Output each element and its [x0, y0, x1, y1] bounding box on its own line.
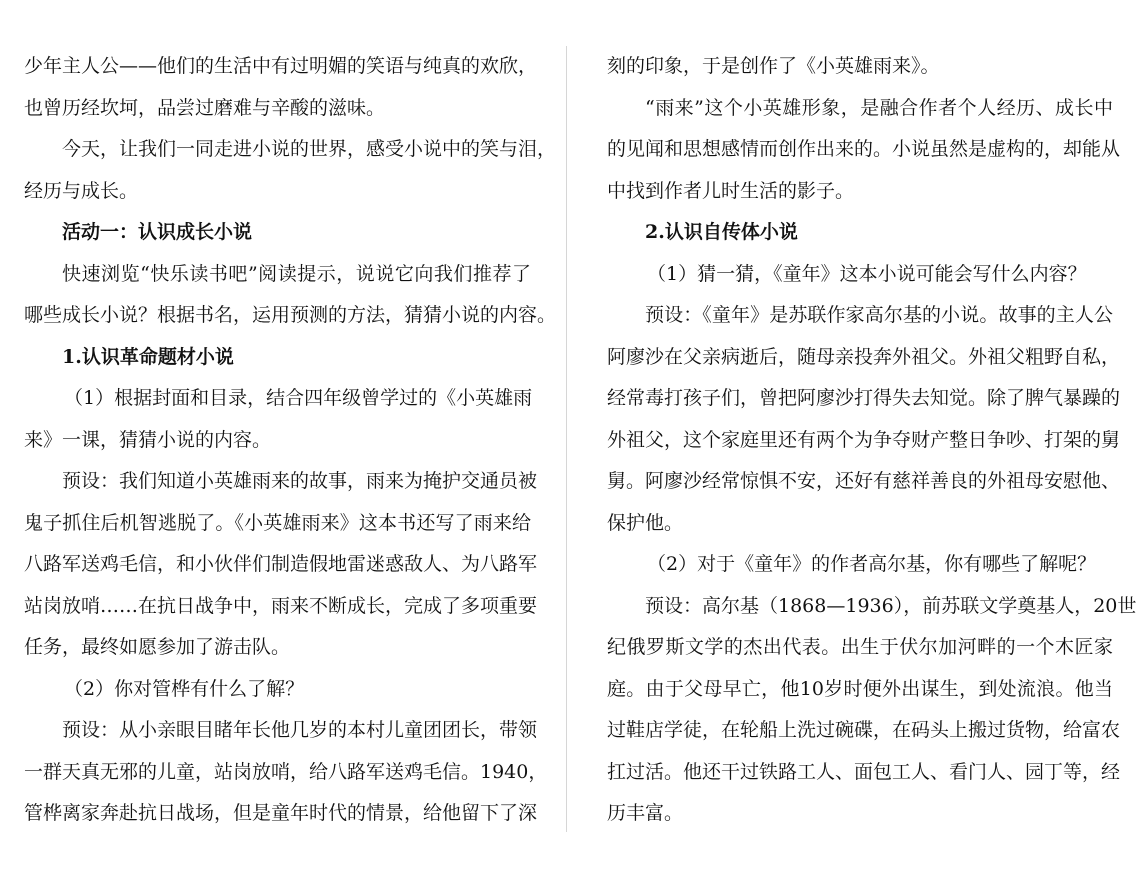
text-line: 预设：我们知道小英雄雨来的故事，雨来为掩护交通员被 [62, 470, 538, 492]
text-line: 的见闻和思想感情而创作出来的。小说虽然是虚构的，却能从 [607, 138, 1121, 160]
text-line: 中找到作者儿时生活的影子。 [607, 179, 855, 202]
question-line: （2）对于《童年》的作者高尔基，你有哪些了解呢？ [647, 553, 1097, 575]
text-line: 扛过活。他还干过铁路工人、面包工人、看门人、园丁等，经 [607, 760, 1121, 783]
text-line: 阿廖沙在父亲病逝后，随母亲投奔外祖父。外祖父粗野自私， [607, 345, 1121, 368]
question-line: （1）根据封面和目录，结合四年级曾学过的《小英雄雨 [64, 387, 533, 409]
text-line: 舅。阿廖沙经常惊惧不安，还好有慈祥善良的外祖母安慰他、 [607, 470, 1121, 492]
text-line: 预设：《童年》是苏联作家高尔基的小说。故事的主人公 [645, 304, 1113, 326]
text-line: 也曾历经坎坷，品尝过磨难与辛酸的滋味。 [24, 96, 386, 119]
column-divider [566, 46, 567, 832]
text-line: 经常毒打孩子们，曾把阿廖沙打得失去知觉。除了脾气暴躁的 [607, 387, 1121, 409]
text-line: 哪些成长小说？根据书名，运用预测的方法，猜猜小说的内容。 [24, 304, 557, 326]
text-line: 经历与成长。 [24, 179, 139, 202]
text-line: 鬼子抓住后机智逃脱了。《小英雄雨来》这本书还写了雨来给 [24, 511, 531, 534]
text-line: 一群天真无邪的儿童，站岗放哨，给八路军送鸡毛信。1940， [24, 760, 548, 783]
text-line: 庭。由于父母早亡，他10岁时便外出谋生，到处流浪。他当 [607, 677, 1113, 700]
text-line: 八路军送鸡毛信，和小伙伴们制造假地雷迷惑敌人、为八路军 [24, 553, 538, 575]
right-column [607, 46, 1137, 835]
section-heading: 2.认识自传体小说 [645, 221, 798, 243]
text-line: 站岗放哨……在抗日战争中，雨来不断成长，完成了多项重要 [24, 594, 538, 617]
text-line: “雨来”这个小英雄形象，是融合作者个人经历、成长中 [645, 96, 1113, 119]
text-line: 今天，让我们一同走进小说的世界，感受小说中的笑与泪， [62, 138, 557, 160]
text-line: 管桦离家奔赴抗日战场，但是童年时代的情景，给他留下了深 [24, 802, 538, 824]
activity-heading: 活动一：认识成长小说 [62, 221, 253, 243]
text-line: 快速浏览“快乐读书吧”阅读提示，说说它向我们推荐了 [62, 262, 531, 285]
section-heading: 1.认识革命题材小说 [62, 345, 234, 368]
question-line: （1）猜一猜，《童年》这本小说可能会写什么内容？ [647, 262, 1087, 285]
text-line: 历丰富。 [607, 802, 684, 824]
text-line: 预设：从小亲眼目睹年长他几岁的本村儿童团团长，带领 [62, 719, 538, 741]
text-line: 来》一课，猜猜小说的内容。 [24, 428, 272, 451]
text-line: 保护他。 [607, 511, 684, 534]
text-line: 任务，最终如愿参加了游击队。 [24, 636, 291, 658]
text-line: 外祖父，这个家庭里还有两个为争夺财产整日争吵、打架的舅 [607, 428, 1121, 451]
text-line: 刻的印象，于是创作了《小英雄雨来》。 [607, 55, 940, 77]
question-line: （2）你对管桦有什么了解？ [64, 677, 305, 700]
text-line: 预设：高尔基（1868—1936），前苏联文学奠基人，20世 [645, 594, 1137, 617]
text-line: 过鞋店学徒，在轮船上洗过碗碟，在码头上搬过货物，给富农 [607, 719, 1121, 741]
left-column [24, 46, 557, 835]
text-line: 纪俄罗斯文学的杰出代表。出生于伏尔加河畔的一个木匠家 [607, 636, 1113, 658]
text-line: 少年主人公——他们的生活中有过明媚的笑语与纯真的欢欣， [24, 55, 538, 77]
